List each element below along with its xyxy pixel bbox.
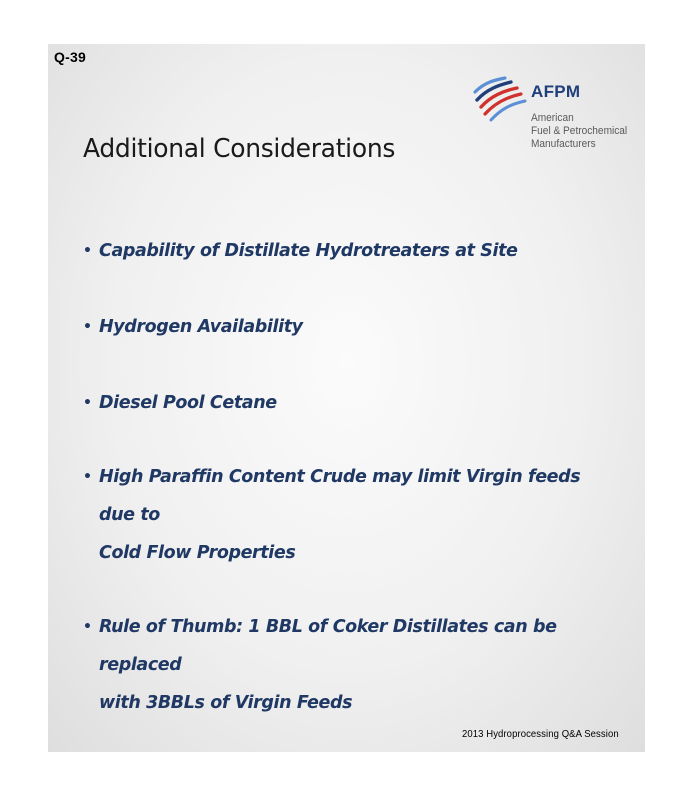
bullet-line: Capability of Distillate Hydrotreaters at Site — [99, 241, 518, 261]
bullet-item — [78, 232, 598, 270]
bullet-line: with 3BBLs of Virgin Feeds — [99, 693, 353, 713]
bullet-line: High Paraffin Content Crude may limit Virgin feeds due to — [99, 467, 581, 525]
bullet-line: Hydrogen Availability — [99, 317, 303, 337]
slide-footer: 2013 Hydroprocessing Q&A Session — [462, 729, 619, 740]
logo-abbreviation: AFPM — [531, 82, 581, 101]
bullet-item — [78, 458, 598, 572]
question-label: Q-39 — [54, 49, 86, 65]
afpm-logo — [471, 76, 631, 176]
bullet-list — [78, 232, 598, 722]
bullet-dot: • — [83, 395, 92, 411]
bullet-item — [78, 308, 598, 346]
bullet-dot: • — [83, 619, 92, 635]
bullet-item — [78, 384, 598, 422]
bullet-dot: • — [83, 243, 92, 259]
slide-title: Additional Considerations — [83, 134, 396, 164]
logo-name-line: American — [531, 112, 574, 124]
logo-name-line: Fuel & Petrochemical — [531, 125, 628, 137]
bullet-dot: • — [83, 469, 92, 485]
bullet-line: Rule of Thumb: 1 BBL of Coker Distillates can be replaced — [99, 617, 557, 675]
logo-name-line: Manufacturers — [531, 138, 596, 150]
bullet-item — [78, 608, 598, 722]
bullet-line: Diesel Pool Cetane — [99, 393, 277, 413]
bullet-dot: • — [83, 319, 92, 335]
bullet-line: Cold Flow Properties — [99, 543, 296, 563]
logo-organization-name — [531, 112, 628, 151]
afpm-flag-swoosh-icon — [471, 76, 527, 122]
